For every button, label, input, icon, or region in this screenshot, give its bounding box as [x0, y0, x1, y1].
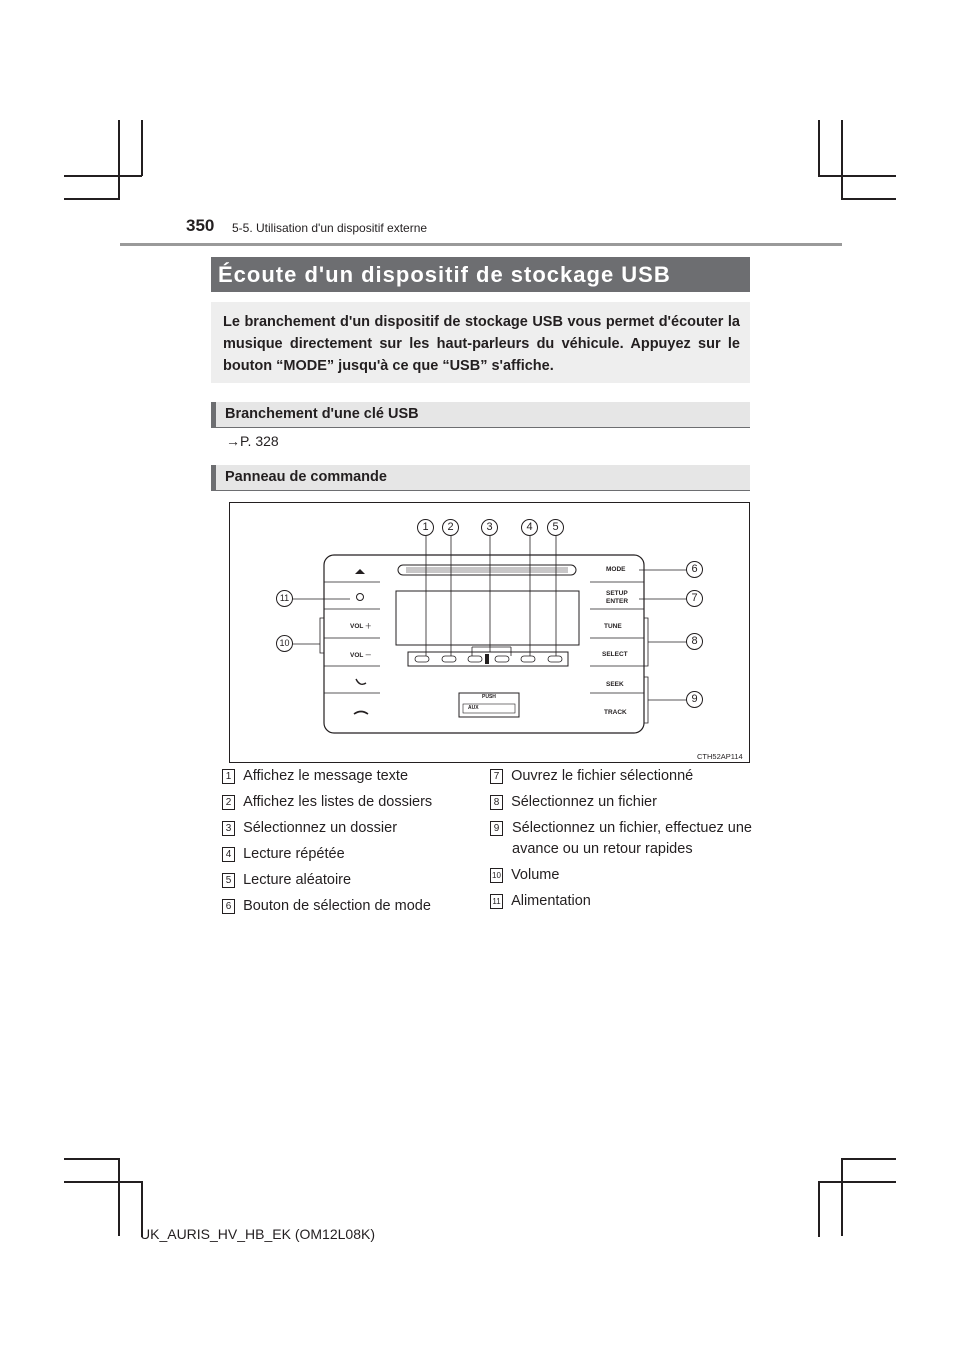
- legend-left: [222, 766, 472, 922]
- legend-text: Sélectionnez un fichier: [511, 794, 657, 810]
- legend-number: 6: [222, 899, 235, 914]
- legend-text: Ouvrez le fichier sélectionné: [511, 768, 694, 784]
- intro-text: Le branchement d'un dispositif de stockage USB vous permet d'écouter la musique directement sur les haut-parleurs du véhicule. Appuyez sur le bouton “MODE” jusqu'à ce que “USB” s'affiche.: [211, 302, 750, 383]
- crop-mark: [64, 198, 120, 200]
- figure-id: CTH52AP114: [697, 752, 743, 761]
- track-button-label: TRACK: [604, 709, 627, 716]
- select-button-label: SELECT: [602, 651, 628, 658]
- vol-plus-label: VOL ＋: [350, 623, 372, 630]
- page-number: 350: [186, 216, 215, 235]
- callout-1: 1: [417, 519, 434, 536]
- legend-text: Affichez le message texte: [243, 768, 409, 784]
- mode-button-label: MODE: [606, 566, 626, 573]
- legend-item: [222, 870, 472, 891]
- legend-number: 7: [490, 769, 503, 784]
- crop-mark: [118, 120, 120, 198]
- crop-mark: [118, 1158, 120, 1236]
- section-title: 5-5. Utilisation d'un dispositif externe: [232, 221, 428, 235]
- header-rule: [120, 243, 842, 246]
- legend-number: 10: [490, 868, 503, 883]
- callout-6: 6: [686, 561, 703, 578]
- legend-right: [490, 766, 752, 917]
- crop-mark: [64, 1181, 142, 1183]
- legend-number: 11: [490, 894, 503, 909]
- control-panel-figure: [229, 502, 750, 763]
- legend-item: [490, 818, 752, 860]
- crop-mark: [141, 120, 143, 176]
- legend-item: [490, 766, 752, 787]
- legend-item: [490, 792, 752, 813]
- legend-text: Lecture répétée: [243, 846, 345, 862]
- legend-text: Lecture aléatoire: [243, 872, 352, 888]
- control-panel-diagram: [230, 503, 749, 762]
- callout-3: 3: [481, 519, 498, 536]
- legend-text: Sélectionnez un fichier, effectuez une avance ou un retour rapides: [512, 820, 752, 857]
- legend-item: [490, 891, 752, 912]
- legend-text: Volume: [511, 867, 560, 883]
- legend-number: 3: [222, 821, 235, 836]
- legend-number: 9: [490, 821, 503, 836]
- crop-mark: [841, 198, 896, 200]
- callout-8: 8: [686, 633, 703, 650]
- control-panel-heading: Panneau de commande: [211, 465, 750, 491]
- callout-5: 5: [547, 519, 564, 536]
- callout-9: 9: [686, 691, 703, 708]
- legend-text: Bouton de sélection de mode: [243, 898, 431, 914]
- callout-10: 10: [276, 635, 293, 652]
- crop-mark: [841, 1158, 896, 1160]
- legend-item: [222, 766, 472, 787]
- crop-mark: [64, 175, 142, 177]
- legend-text: Sélectionnez un dossier: [243, 820, 398, 836]
- footer-document-code: UK_AURIS_HV_HB_EK (OM12L08K): [140, 1226, 375, 1242]
- aux-label: AUX: [468, 705, 479, 711]
- callout-7: 7: [686, 590, 703, 607]
- legend-number: 4: [222, 847, 235, 862]
- legend-item: [222, 818, 472, 839]
- page-reference-link[interactable]: →P. 328: [226, 433, 279, 449]
- crop-mark: [818, 1181, 896, 1183]
- legend-number: 5: [222, 873, 235, 888]
- legend-item: [490, 865, 752, 886]
- callout-2: 2: [442, 519, 459, 536]
- page-title: Écoute d'un dispositif de stockage USB: [211, 257, 750, 292]
- setup-button-label: SETUP: [606, 590, 628, 597]
- crop-mark: [818, 1181, 820, 1237]
- crop-mark: [818, 120, 820, 176]
- crop-mark: [818, 175, 896, 177]
- crop-mark: [841, 1158, 843, 1236]
- seek-button-label: SEEK: [606, 681, 624, 688]
- crop-mark: [841, 120, 843, 198]
- callout-11: 11: [276, 590, 293, 607]
- tune-button-label: TUNE: [604, 623, 622, 630]
- legend-number: 8: [490, 795, 503, 810]
- crop-mark: [64, 1158, 120, 1160]
- usb-connect-heading: Branchement d'une clé USB: [211, 402, 750, 428]
- legend-text: Alimentation: [511, 893, 591, 909]
- callout-4: 4: [521, 519, 538, 536]
- legend-number: 2: [222, 795, 235, 810]
- legend-item: [222, 792, 472, 813]
- legend-number: 1: [222, 769, 235, 784]
- vol-minus-label: VOL －: [350, 652, 372, 659]
- legend-item: [222, 844, 472, 865]
- legend-item: [222, 896, 472, 917]
- enter-button-label: ENTER: [606, 598, 629, 605]
- push-label: PUSH: [482, 694, 496, 700]
- legend-text: Affichez les listes de dossiers: [243, 794, 433, 810]
